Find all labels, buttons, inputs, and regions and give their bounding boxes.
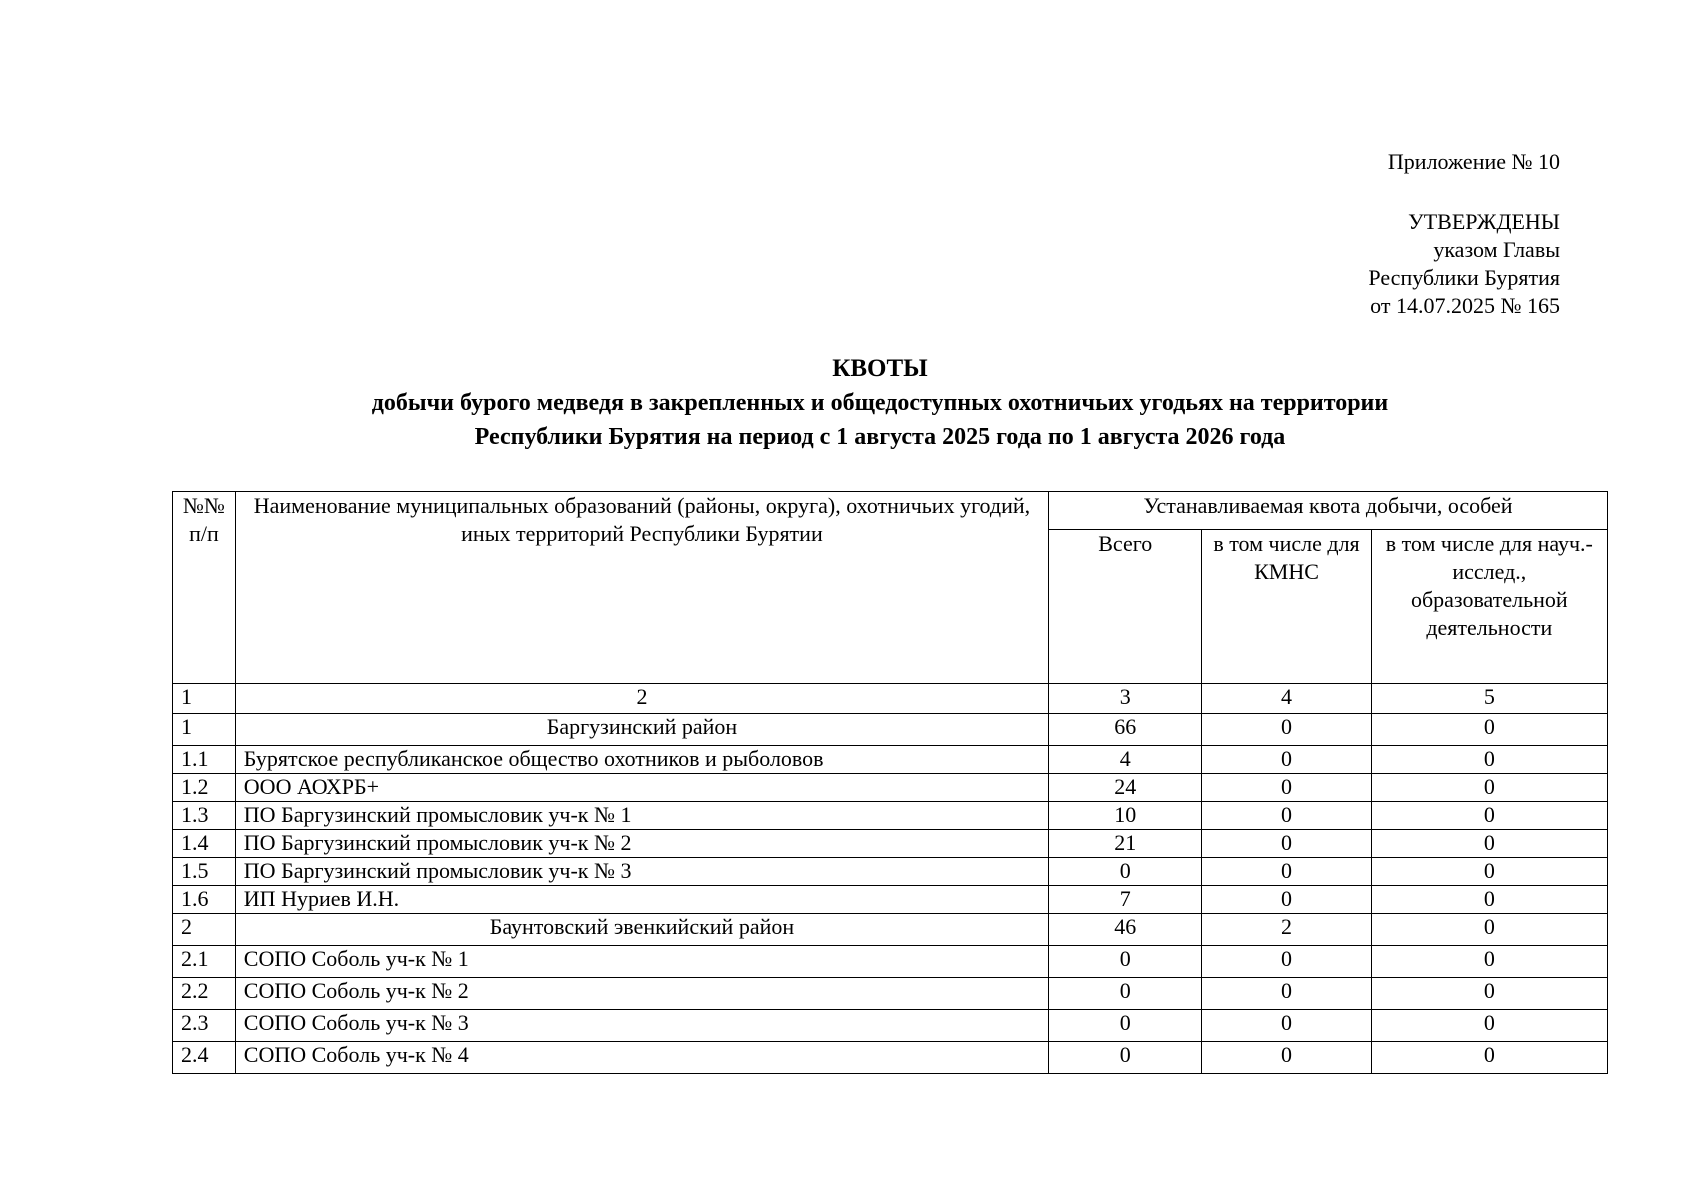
row-sci: 0 — [1371, 914, 1607, 946]
header-num: №№ п/п — [173, 492, 236, 684]
approval-block — [1260, 208, 1560, 320]
document-title — [0, 352, 1698, 454]
title-main: КВОТЫ — [832, 355, 928, 382]
table-row — [173, 830, 1608, 858]
row-index: 2.1 — [173, 946, 236, 978]
row-sci: 0 — [1371, 946, 1607, 978]
row-kmns: 0 — [1202, 802, 1371, 830]
row-sci: 0 — [1371, 886, 1607, 914]
header-kmns: в том числе для КМНС — [1202, 530, 1371, 684]
table-row — [173, 886, 1608, 914]
header-quota: Устанавливаемая квота добычи, особей — [1049, 492, 1608, 530]
row-sci: 0 — [1371, 830, 1607, 858]
row-kmns: 0 — [1202, 946, 1371, 978]
row-kmns: 0 — [1202, 858, 1371, 886]
row-sci: 0 — [1371, 746, 1607, 774]
row-total: 0 — [1049, 946, 1202, 978]
row-name: СОПО Соболь уч-к № 4 — [235, 1042, 1048, 1074]
row-total: 7 — [1049, 886, 1202, 914]
row-index: 1.3 — [173, 802, 236, 830]
column-number: 4 — [1202, 684, 1371, 714]
row-name: СОПО Соболь уч-к № 3 — [235, 1010, 1048, 1042]
row-total: 0 — [1049, 858, 1202, 886]
row-index: 1.1 — [173, 746, 236, 774]
row-kmns: 0 — [1202, 774, 1371, 802]
decree-line-2: Республики Бурятия — [1368, 265, 1560, 290]
row-name: Баргузинский район — [235, 714, 1048, 746]
row-name: ПО Баргузинский промысловик уч-к № 1 — [235, 802, 1048, 830]
row-kmns: 2 — [1202, 914, 1371, 946]
row-total: 21 — [1049, 830, 1202, 858]
row-name: ПО Баргузинский промысловик уч-к № 2 — [235, 830, 1048, 858]
row-kmns: 0 — [1202, 1010, 1371, 1042]
row-total: 66 — [1049, 714, 1202, 746]
row-index: 1.2 — [173, 774, 236, 802]
table-header-row — [173, 492, 1608, 530]
decree-line-1: указом Главы — [1433, 237, 1560, 262]
header-total: Всего — [1049, 530, 1202, 684]
row-total: 24 — [1049, 774, 1202, 802]
row-name: ООО АОХРБ+ — [235, 774, 1048, 802]
table-row — [173, 1042, 1608, 1074]
row-kmns: 0 — [1202, 714, 1371, 746]
approved-label: УТВЕРЖДЕНЫ — [1408, 209, 1560, 234]
table-row — [173, 774, 1608, 802]
row-name: ИП Нуриев И.Н. — [235, 886, 1048, 914]
table-row — [173, 858, 1608, 886]
header-name: Наименование муниципальных образований (районы, округа), охотничьих угодий, иных территорий Республики Бурятии — [235, 492, 1048, 684]
appendix-label: Приложение № 10 — [1387, 149, 1560, 174]
row-index: 1.5 — [173, 858, 236, 886]
row-index: 1.4 — [173, 830, 236, 858]
row-kmns: 0 — [1202, 746, 1371, 774]
row-sci: 0 — [1371, 802, 1607, 830]
row-sci: 0 — [1371, 774, 1607, 802]
row-kmns: 0 — [1202, 978, 1371, 1010]
row-sci: 0 — [1371, 1010, 1607, 1042]
column-number-row — [173, 684, 1608, 714]
table-row — [173, 978, 1608, 1010]
row-index: 1.6 — [173, 886, 236, 914]
row-name: СОПО Соболь уч-к № 2 — [235, 978, 1048, 1010]
row-index: 2 — [173, 914, 236, 946]
row-total: 0 — [1049, 978, 1202, 1010]
row-index: 2.4 — [173, 1042, 236, 1074]
row-sci: 0 — [1371, 858, 1607, 886]
row-total: 4 — [1049, 746, 1202, 774]
row-name: Бурятское республиканское общество охотников и рыболовов — [235, 746, 1048, 774]
row-index: 2.2 — [173, 978, 236, 1010]
row-index: 1 — [173, 714, 236, 746]
row-kmns: 0 — [1202, 886, 1371, 914]
table-row-district — [173, 714, 1608, 746]
table-row — [173, 1010, 1608, 1042]
quota-table — [172, 491, 1608, 1074]
column-number: 3 — [1049, 684, 1202, 714]
row-name: Баунтовский эвенкийский район — [235, 914, 1048, 946]
row-total: 10 — [1049, 802, 1202, 830]
row-sci: 0 — [1371, 714, 1607, 746]
row-total: 46 — [1049, 914, 1202, 946]
row-sci: 0 — [1371, 1042, 1607, 1074]
row-kmns: 0 — [1202, 830, 1371, 858]
row-sci: 0 — [1371, 978, 1607, 1010]
title-line-3: Республики Бурятия на период с 1 августа 2025 года по 1 августа 2026 года — [474, 424, 1286, 450]
decree-line-3: от 14.07.2025 № 165 — [1370, 293, 1560, 318]
row-total: 0 — [1049, 1042, 1202, 1074]
table-row — [173, 946, 1608, 978]
row-name: СОПО Соболь уч-к № 1 — [235, 946, 1048, 978]
table-row — [173, 746, 1608, 774]
row-index: 2.3 — [173, 1010, 236, 1042]
column-number: 5 — [1371, 684, 1607, 714]
table-row-district — [173, 914, 1608, 946]
title-line-2: добычи бурого медведя в закрепленных и общедоступных охотничьих угодьях на территории — [371, 390, 1389, 416]
table-row — [173, 802, 1608, 830]
row-total: 0 — [1049, 1010, 1202, 1042]
column-number: 1 — [173, 684, 236, 714]
header-sci: в том числе для науч.-исслед., образовательной деятельности — [1371, 530, 1607, 684]
row-name: ПО Баргузинский промысловик уч-к № 3 — [235, 858, 1048, 886]
column-number: 2 — [235, 684, 1048, 714]
row-kmns: 0 — [1202, 1042, 1371, 1074]
